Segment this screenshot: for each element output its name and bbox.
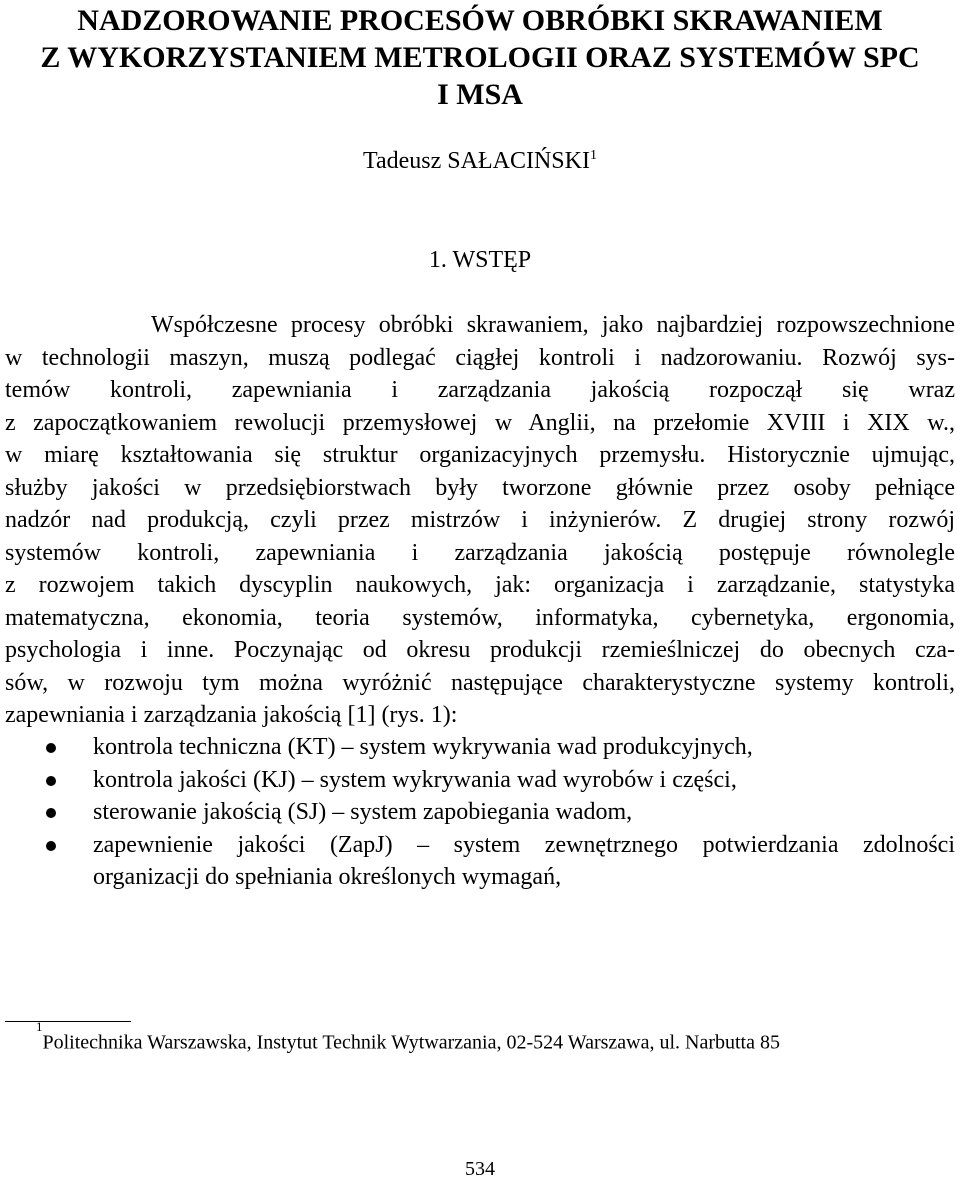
paragraph-line: zapewniania i zarządzania jakością [1] (rys. 1):	[5, 702, 458, 728]
paragraph-line: temów kontroli, zapewniania i zarządzania jakością rozpoczął się wraz	[5, 377, 955, 403]
bullet-list	[0, 731, 955, 894]
paragraph-line: służby jakości w przedsiębiorstwach były tworzone głównie przez osoby pełniące	[5, 474, 955, 501]
list-item-text: kontrola jakości (KJ) – system wykrywania wad wyrobów i części,	[93, 766, 737, 793]
footnote	[36, 1019, 936, 1056]
paragraph-line: sów, w rozwoju tym można wyróżnić następujące charakterystyczne systemy kontroli,	[5, 669, 955, 696]
author-affiliation-mark: 1	[589, 148, 597, 163]
bullet-icon	[46, 808, 56, 818]
list-item	[0, 829, 955, 894]
bullet-icon	[46, 743, 56, 753]
title-line: NADZOROWANIE PROCESÓW OBRÓBKI SKRAWANIEM	[77, 4, 883, 37]
paragraph-line: Współczesne procesy obróbki skrawaniem, jako najbardziej rozpowszechnione	[151, 312, 955, 338]
paragraph-line: systemów kontroli, zapewniania i zarządzania jakością postępuje równolegle	[5, 539, 955, 566]
paper-title	[4, 2, 956, 113]
title-line: I MSA	[437, 78, 523, 111]
title-line: Z WYKORZYSTANIEM METROLOGII ORAZ SYSTEMÓW SPC	[40, 41, 920, 74]
list-item	[0, 731, 955, 764]
bullet-icon	[46, 776, 56, 786]
author-name: Tadeusz SAŁACIŃSKI	[363, 148, 590, 174]
intro-paragraph	[5, 309, 955, 732]
paragraph-line: w technologii maszyn, muszą podlegać ciągłej kontroli i nadzorowaniu. Rozwój sys-	[5, 344, 955, 371]
paragraph-line: psychologia i inne. Poczynając od okresu produkcji rzemieślniczej do obecnych cza-	[5, 637, 955, 663]
footnote-text: Politechnika Warszawska, Instytut Technik Wytwarzania, 02-524 Warszawa, ul. Narbutta 85	[42, 1031, 780, 1054]
list-item-text: zapewnienie jakości (ZapJ) – system zewnętrznego potwierdzania zdolności	[93, 831, 955, 858]
paragraph-line: nadzór nad produkcją, czyli przez mistrzów i inżynierów. Z drugiej strony rozwój	[5, 507, 955, 533]
author-line	[0, 146, 960, 176]
page-number: 534	[465, 1158, 495, 1180]
footnote-mark: 1	[36, 1019, 43, 1034]
list-item-text: sterowanie jakością (SJ) – system zapobiegania wadom,	[93, 799, 633, 825]
paragraph-line: z rozwojem takich dyscyplin naukowych, jak: organizacja i zarządzanie, statystyka	[5, 572, 955, 598]
paragraph-line: matematyczna, ekonomia, teoria systemów, informatyka, cybernetyka, ergonomia,	[5, 604, 955, 631]
bullet-icon	[46, 841, 56, 851]
list-item	[0, 796, 955, 829]
list-item-text: organizacji do spełniania określonych wymagań,	[93, 864, 562, 890]
footnote-divider	[5, 1021, 131, 1022]
paragraph-line: w miarę kształtowania się struktur organizacyjnych przemysłu. Historycznie ujmując,	[5, 442, 955, 468]
list-item	[0, 764, 955, 797]
paragraph-line: z zapoczątkowaniem rewolucji przemysłowej w Anglii, na przełomie XVIII i XIX w.,	[5, 409, 955, 436]
section-heading: 1. WSTĘP	[428, 247, 532, 273]
list-item-text: kontrola techniczna (KT) – system wykrywania wad produkcyjnych,	[93, 734, 753, 760]
